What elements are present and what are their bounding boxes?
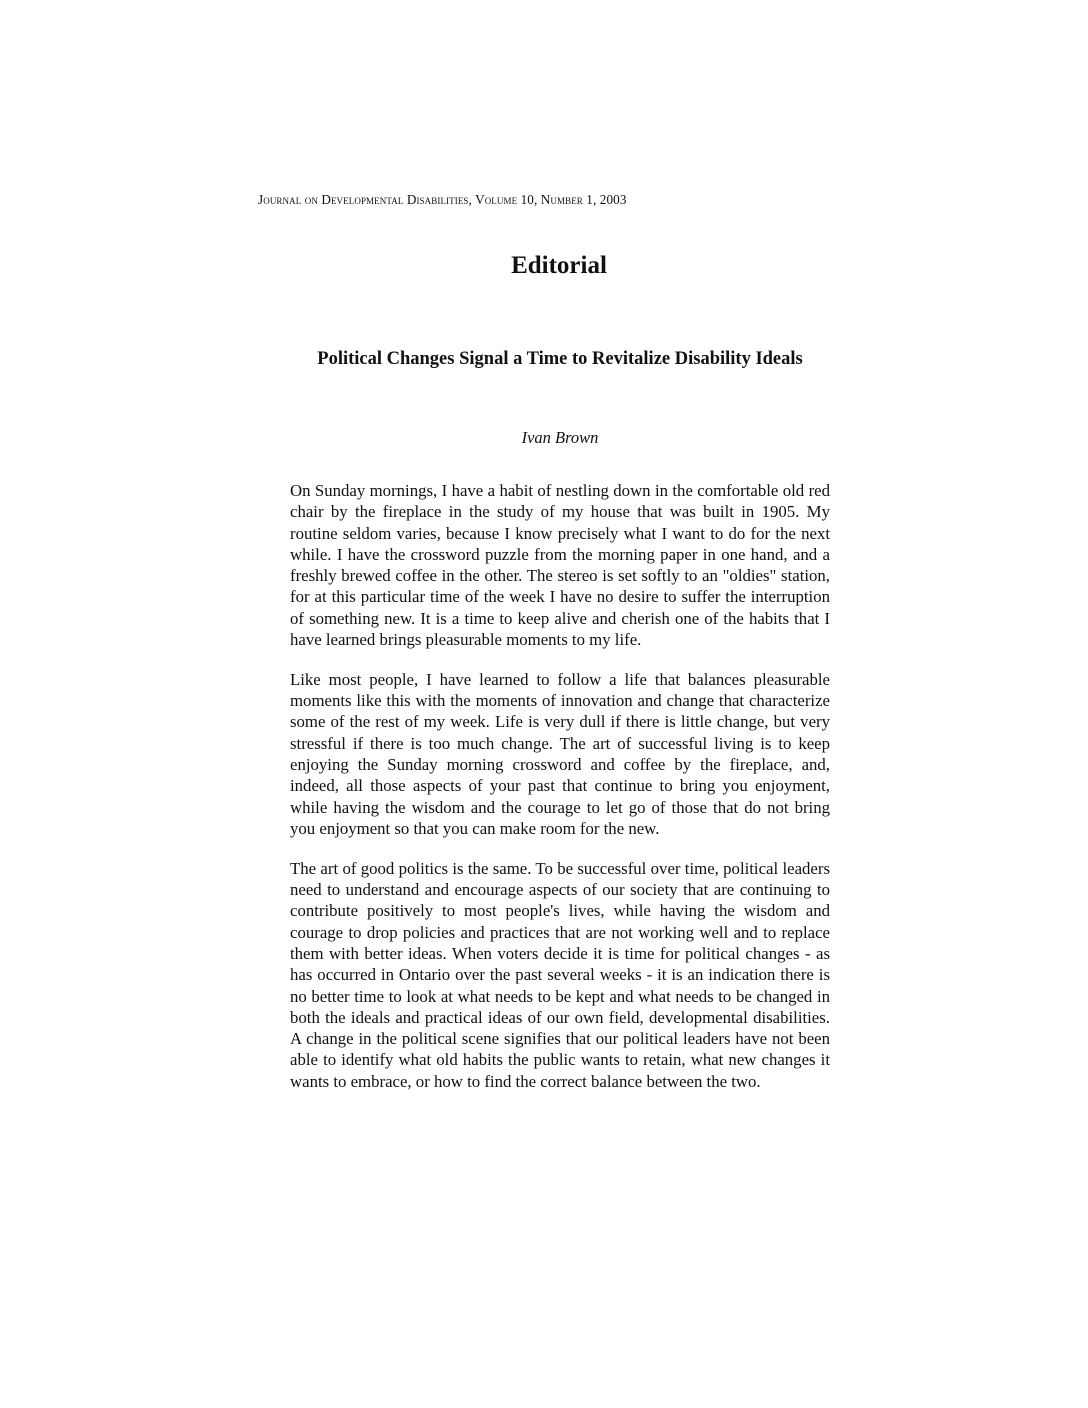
body-paragraph: The art of good politics is the same. To be successful over time, political leaders need to understand and encourage aspects of our society that are continuing to contribute positively to most people's lives, while having the wisdom and courage to drop policies and practices that are not working well and to replace them with better ideas. When voters decide it is time for political changes - as has occurred in Ontario over the past several weeks - it is an indication there is no better time to look at what needs to be kept and what needs to be changed in both the ideals and practical ideas of our own field, developmental disabilities. A change in the political scene signifies that our political leaders have not been able to identify what old habits the public wants to retain, what new changes it wants to embrace, or how to find the correct balance between the two. <box>290 858 830 1091</box>
article-title: Political Changes Signal a Time to Revitalize Disability Ideals <box>317 349 803 369</box>
body-paragraph: Like most people, I have learned to follow a life that balances pleasurable moments like this with the moments of innovation and change that characterize some of the rest of my week. Life is very dull if there is little change, but very stressful if there is too much change. The art of successful living is to keep enjoying the Sunday morning crossword and coffee by the fireplace, and, indeed, all those aspects of your past that continue to bring you enjoyment, while having the wisdom and the courage to let go of those that do not bring you enjoyment so that you can make room for the new. <box>290 669 830 838</box>
section-title: Editorial <box>511 252 607 279</box>
body-paragraph: On Sunday mornings, I have a habit of nestling down in the comfortable old red chair by the fireplace in the study of my house that was built in 1905. My routine seldom varies, because I know precisely what I want to do for the next while. I have the crossword puzzle from the morning paper in one hand, and a freshly brewed coffee in the other. The stereo is set softly to an "oldies" station, for at this particular time of the week I have no desire to suffer the interruption of something new. It is a time to keep alive and cherish one of the habits that I have learned brings pleasurable moments to my life. <box>290 481 830 650</box>
article-body <box>290 480 830 1111</box>
author-name: Ivan Brown <box>521 428 599 447</box>
running-header: Journal on Developmental Disabilities, Volume 10, Number 1, 2003 <box>258 192 627 207</box>
